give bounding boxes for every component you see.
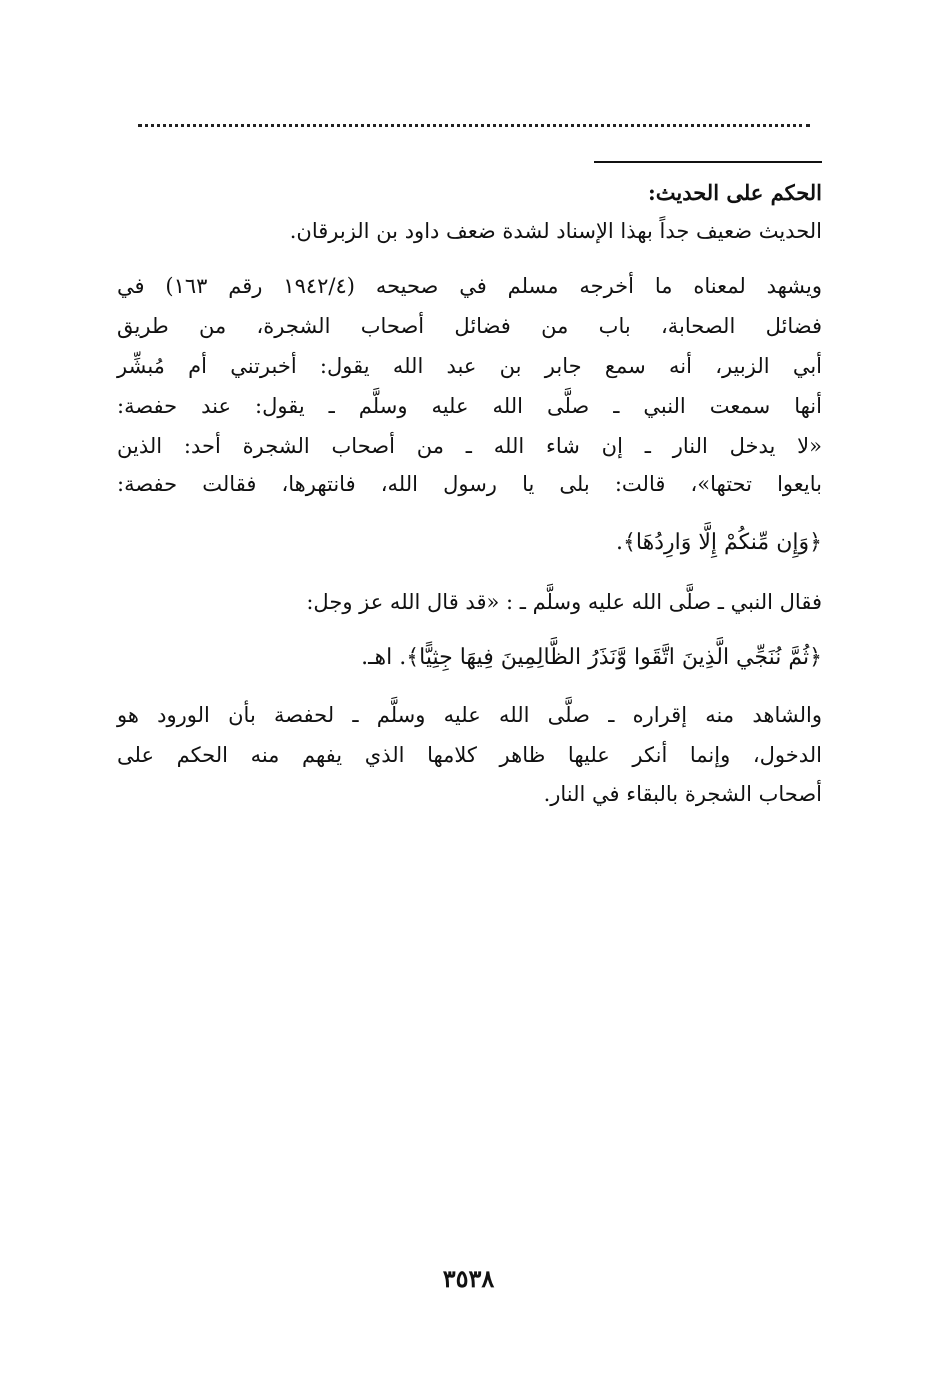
quran-verse: ﴿وَإِن مِّنكُمْ إِلَّا وَارِدُهَا﴾. <box>616 530 822 555</box>
paragraph-line: ويشهد لمعناه ما أخرجه مسلم في صحيحه (١٩٤٢/٤ رقم ١٦٣) في <box>117 274 823 298</box>
paragraph-line: «لا يدخل النار ـ إن شاء الله ـ من أصحاب الشجرة أحد: الذين <box>117 434 822 458</box>
prophet-saying: فقال النبي ـ صلَّى الله عليه وسلَّم ـ : «قد قال الله عز وجل: <box>306 590 822 614</box>
quran-verse: ﴿ثُمَّ نُنَجِّي الَّذِينَ اتَّقَوا وَّنَذَرُ الظَّالِمِينَ فِيهَا جِثِيًّا﴾. اهـ. <box>361 645 822 670</box>
ruling-text: الحديث ضعيف جداً بهذا الإسناد لشدة ضعف داود بن الزبرقان. <box>289 219 822 243</box>
paragraph-line: الدخول، وإنما أنكر عليها ظاهر كلامها الذي يفهم منه الحكم على <box>117 743 822 767</box>
dotted-separator <box>138 124 810 127</box>
paragraph-line: أبي الزبير، أنه سمع جابر بن عبد الله يقول: أخبرتني أم مُبشِّر <box>117 354 822 378</box>
section-heading: الحكم على الحديث: <box>648 180 822 205</box>
page-number: ٣٥٣٨ <box>442 1264 495 1293</box>
paragraph-line: والشاهد منه إقراره ـ صلَّى الله عليه وسلَّم ـ لحفصة بأن الورود هو <box>117 703 822 727</box>
paragraph-line: فضائل الصحابة، باب من فضائل أصحاب الشجرة، من طريق <box>117 314 822 338</box>
section-rule <box>594 161 822 163</box>
paragraph-line: أصحاب الشجرة بالبقاء في النار. <box>543 782 822 806</box>
paragraph-line: أنها سمعت النبي ـ صلَّى الله عليه وسلَّم ـ يقول: عند حفصة: <box>117 394 822 418</box>
paragraph-line: بايعوا تحتها»، قالت: بلى يا رسول الله، فانتهرها، فقالت حفصة: <box>117 472 822 496</box>
